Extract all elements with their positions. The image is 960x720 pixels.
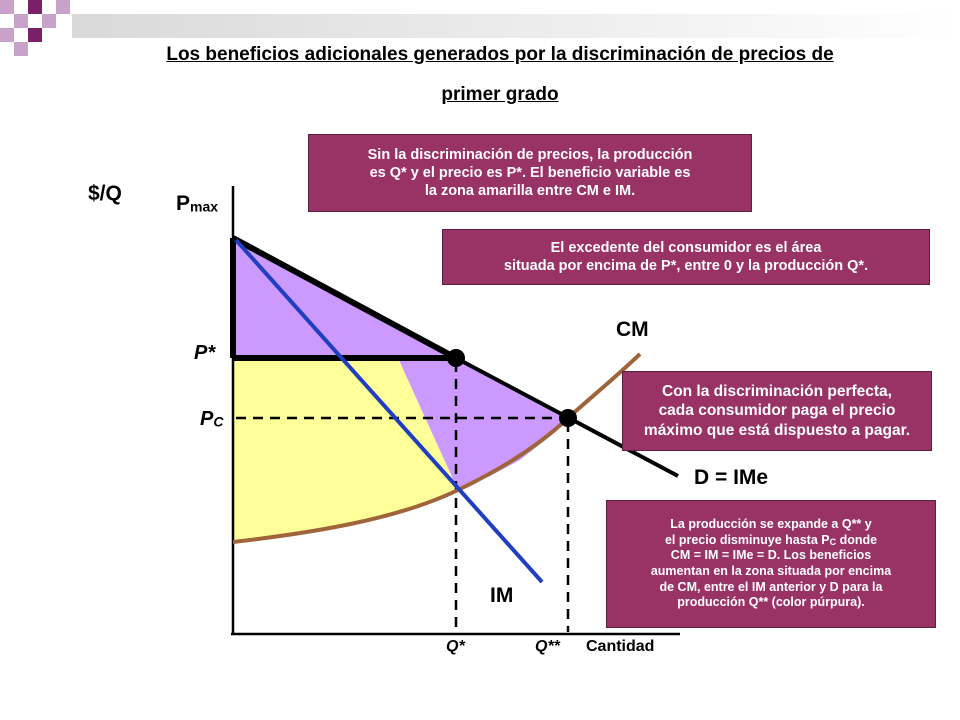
pmax-subscript: max bbox=[190, 198, 219, 215]
annotation-2-line-2: situada por encima de P*, entre 0 y la producción Q*. bbox=[503, 258, 869, 274]
annotation-4-line-2-sub: C bbox=[829, 536, 837, 547]
annotation-perfect-discrimination bbox=[622, 371, 932, 451]
pc-subscript: C bbox=[213, 413, 224, 430]
annotation-1-line-2: es Q* y el precio es P*. El beneficio variable es bbox=[369, 164, 691, 181]
annotation-1-line-3: la zona amarilla entre CM e IM. bbox=[424, 183, 636, 200]
x-axis-label: Cantidad bbox=[586, 638, 655, 655]
pstar-label: P* bbox=[194, 342, 216, 364]
point-qstarstar-pc bbox=[559, 409, 577, 427]
cm-curve-label: CM bbox=[616, 318, 649, 341]
annotation-4-line-5: de CM, entre el IM anterior y D para la bbox=[659, 579, 883, 594]
qstar-label: Q* bbox=[446, 638, 465, 655]
annotation-3-line-1: Con la discriminación perfecta, bbox=[662, 382, 892, 400]
annotation-4-line-2-pre: el precio disminuye hasta P bbox=[664, 532, 830, 547]
pc-letter: P bbox=[200, 408, 214, 430]
point-qstar-pstar bbox=[447, 349, 465, 367]
slide-title-line2: primer grado bbox=[441, 84, 559, 105]
annotation-4-line-6: producción Q** (color púrpura). bbox=[677, 595, 865, 610]
annotation-no-discrimination bbox=[308, 134, 752, 212]
qstarstar-label: Q** bbox=[535, 638, 560, 655]
annotation-1-line-1: Sin la discriminación de precios, la producción bbox=[367, 146, 693, 163]
y-axis-label: $/Q bbox=[88, 182, 122, 205]
annotation-4-line-2-post: donde bbox=[836, 532, 878, 547]
annotation-4-line-4: aumentan en la zona situada por encima bbox=[650, 564, 892, 578]
annotation-output-expansion bbox=[606, 500, 936, 628]
im-curve-label: IM bbox=[490, 584, 514, 607]
annotation-2-line-1: El excedente del consumidor es el área bbox=[550, 239, 822, 256]
annotation-4-line-3: CM = IM = IMe = D. Los beneficios bbox=[670, 548, 872, 563]
annotation-4-line-1: La producción se expande a Q** y bbox=[670, 517, 872, 532]
pc-label bbox=[200, 408, 223, 431]
pmax-label bbox=[176, 192, 218, 216]
annotation-4-line-2 bbox=[607, 533, 935, 549]
annotation-3-line-3: máximo que está dispuesto a pagar. bbox=[643, 421, 911, 439]
pmax-letter: P bbox=[176, 192, 191, 215]
slide-title-line1: Los beneficios adicionales generados por la discriminación de precios de bbox=[166, 44, 834, 65]
annotation-3-line-2: cada consumidor paga el precio bbox=[658, 402, 896, 420]
demand-curve-label: D = IMe bbox=[694, 466, 769, 489]
annotation-consumer-surplus bbox=[442, 229, 930, 285]
